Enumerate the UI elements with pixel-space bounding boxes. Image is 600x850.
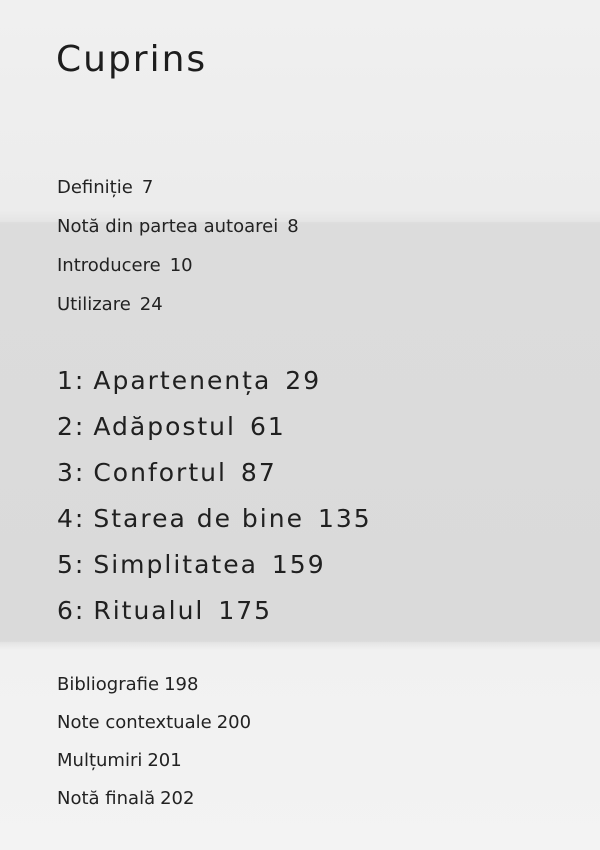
toc-entry-introducere bbox=[57, 253, 299, 292]
toc-entry-bibliografie bbox=[57, 672, 251, 710]
toc-entry-label: Note contextuale bbox=[57, 712, 212, 733]
front-matter-list bbox=[57, 175, 299, 331]
toc-entry-page: 7 bbox=[141, 177, 154, 198]
toc-entry-label: Introducere bbox=[57, 255, 161, 276]
toc-entry-label: Notă din partea autoarei bbox=[57, 216, 279, 237]
toc-entry-page: 202 bbox=[160, 788, 195, 809]
toc-entry-label: Mulțumiri bbox=[57, 750, 143, 771]
chapter-entry bbox=[57, 498, 372, 544]
toc-entry-note-contextuale bbox=[57, 710, 251, 748]
chapter-label: Confortul bbox=[93, 458, 227, 487]
chapter-page: 175 bbox=[218, 596, 273, 625]
toc-entry-multumiri bbox=[57, 748, 251, 786]
toc-entry-label: Bibliografie bbox=[57, 674, 160, 695]
chapter-label: Simplitatea bbox=[93, 550, 258, 579]
chapter-entry bbox=[57, 406, 372, 452]
toc-entry-label: Utilizare bbox=[57, 294, 131, 315]
chapter-entry bbox=[57, 544, 372, 590]
chapter-label: Starea de bine bbox=[93, 504, 304, 533]
chapter-entry bbox=[57, 360, 372, 406]
toc-entry-label: Definiție bbox=[57, 177, 133, 198]
toc-entry-nota-finala bbox=[57, 786, 251, 824]
chapter-number: 5: bbox=[57, 550, 86, 579]
chapter-page: 159 bbox=[271, 550, 326, 579]
chapter-page: 61 bbox=[249, 412, 286, 441]
toc-entry-page: 10 bbox=[169, 255, 193, 276]
toc-entry-page: 8 bbox=[287, 216, 299, 237]
chapter-number: 2: bbox=[57, 412, 86, 441]
chapter-number: 1: bbox=[57, 366, 86, 395]
chapter-label: Apartenența bbox=[93, 366, 272, 395]
chapter-label: Adăpostul bbox=[93, 412, 236, 441]
chapter-number: 6: bbox=[57, 596, 86, 625]
toc-entry-definitie bbox=[57, 175, 299, 214]
page-title: Cuprins bbox=[56, 39, 208, 80]
toc-entry-utilizare bbox=[57, 292, 299, 331]
toc-entry-page: 200 bbox=[216, 712, 252, 733]
toc-entry-label: Notă finală bbox=[57, 788, 156, 809]
chapter-number: 4: bbox=[57, 504, 86, 533]
chapter-label: Ritualul bbox=[93, 596, 205, 625]
chapter-number: 3: bbox=[57, 458, 86, 487]
chapter-entry bbox=[57, 590, 372, 636]
chapter-page: 135 bbox=[317, 504, 372, 533]
toc-entry-nota-autoarei bbox=[57, 214, 299, 253]
chapter-page: 87 bbox=[240, 458, 277, 487]
toc-entry-page: 24 bbox=[139, 294, 163, 315]
back-matter-list bbox=[57, 672, 251, 824]
chapter-page: 29 bbox=[285, 366, 322, 395]
toc-entry-page: 198 bbox=[164, 674, 199, 695]
chapter-entry bbox=[57, 452, 372, 498]
toc-entry-page: 201 bbox=[147, 750, 182, 771]
chapter-list bbox=[57, 360, 372, 636]
